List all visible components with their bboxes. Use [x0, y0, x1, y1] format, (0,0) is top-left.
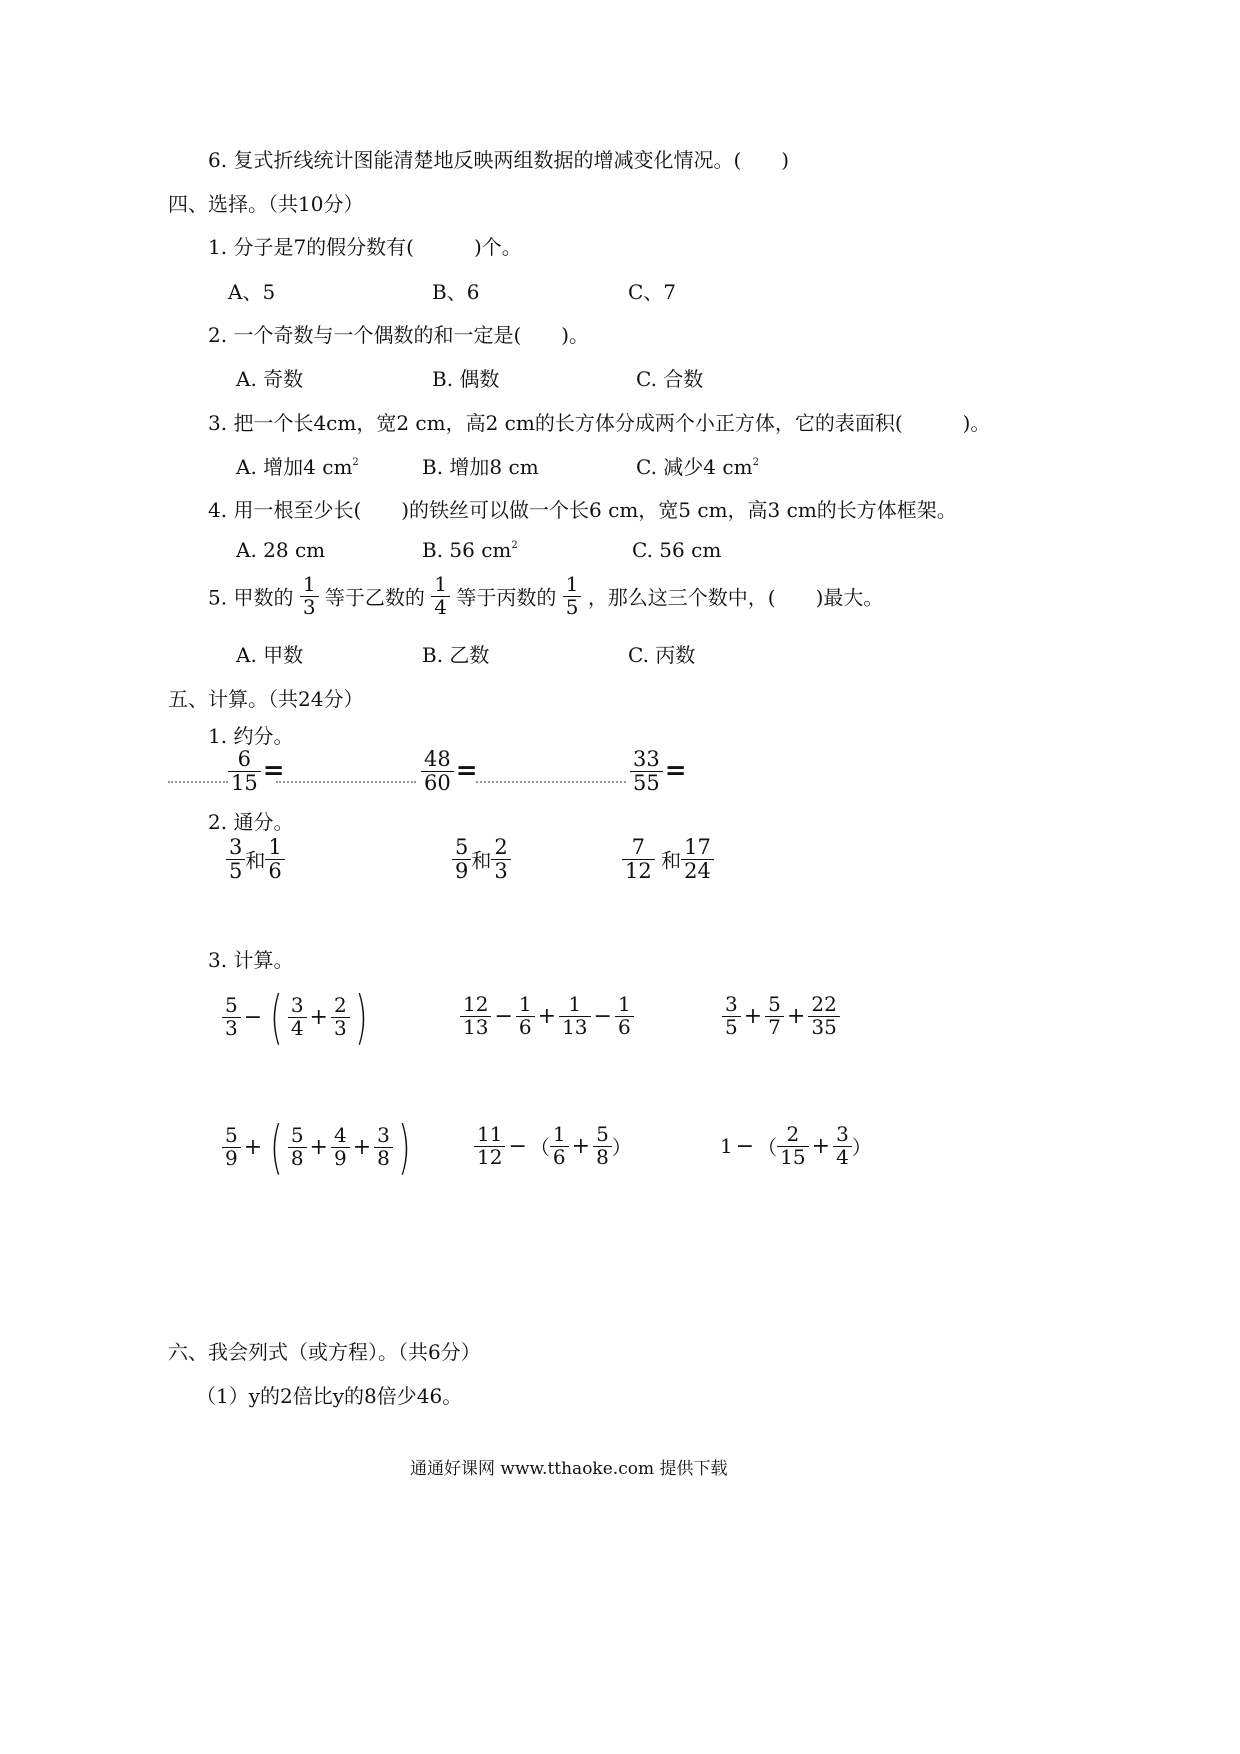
fraction: $\frac{1}{6}$ — [516, 994, 535, 1038]
plus-sign: + — [309, 1134, 328, 1160]
plus-sign: + — [786, 1003, 806, 1029]
fraction: $\frac{22}{35}$ — [808, 994, 839, 1038]
fraction-1-4: $\frac{1}{4}$ — [431, 574, 450, 618]
fraction: $\frac{17}{24}$ — [681, 836, 714, 882]
choice-1-option-b[interactable]: B、6 — [432, 280, 480, 304]
q5-text-1: 5. 甲数的 — [208, 585, 294, 610]
calc-expression-5 — [474, 1124, 632, 1168]
plus-sign: + — [571, 1133, 591, 1159]
judgement-item-6: 6. 复式折线统计图能清楚地反映两组数据的增减变化情况。( ) — [208, 148, 790, 172]
superscript: 2 — [352, 457, 359, 468]
equals-sign: = — [455, 756, 478, 787]
fraction-1-5: $\frac{1}{5}$ — [563, 574, 582, 618]
choice-5-option-b[interactable]: B. 乙数 — [422, 643, 490, 667]
calc-expression-6 — [720, 1124, 872, 1168]
choice-5-option-c[interactable]: C. 丙数 — [628, 643, 696, 667]
fraction: $\frac{5}{8}$ — [288, 1125, 307, 1169]
left-paren: ( — [270, 1113, 283, 1181]
choice-1-option-a[interactable]: A、5 — [228, 280, 276, 304]
fraction: $\frac{11}{12}$ — [474, 1124, 505, 1168]
calc-expression-3 — [722, 994, 840, 1038]
choice-4-option-a[interactable]: A. 28 cm — [236, 538, 326, 562]
choice-1-option-c[interactable]: C、7 — [628, 280, 677, 304]
section-4-title: 四、选择。（共10分） — [168, 192, 364, 216]
choice-2-option-b[interactable]: B. 偶数 — [432, 367, 500, 391]
connector: 和 — [245, 848, 266, 873]
equals-sign: = — [262, 756, 285, 787]
dotted-line — [168, 781, 228, 783]
fraction-1-3: $\frac{1}{3}$ — [300, 574, 319, 618]
choice-question-5 — [208, 574, 883, 618]
section-6-title: 六、我会列式（或方程）。（共6分） — [168, 1340, 481, 1364]
q5-text-3: 等于丙数的 — [456, 585, 557, 610]
minus-sign: − — [243, 1004, 263, 1030]
section-5-title: 五、计算。（共24分） — [168, 687, 364, 711]
minus-sign: − — [593, 1003, 612, 1029]
page-footer: 通通好课网 www.tthaoke.com 提供下载 — [410, 1459, 728, 1479]
fraction: $\frac{5}{9}$ — [452, 836, 471, 882]
fraction: $\frac{1}{13}$ — [559, 994, 590, 1038]
fraction: $\frac{1}{6}$ — [265, 836, 284, 882]
reduce-item-3 — [630, 748, 687, 794]
fraction: $\frac{2}{15}$ — [777, 1124, 808, 1168]
reduce-item-2 — [421, 748, 478, 794]
number-one: 1 — [720, 1134, 733, 1159]
minus-sign: − — [508, 1133, 527, 1159]
fraction: $\frac{3}{5}$ — [722, 994, 741, 1038]
fraction: $\frac{3}{5}$ — [226, 836, 245, 882]
calculation-label: 3. 计算。 — [208, 948, 294, 972]
connector: 和 — [661, 848, 682, 873]
connector: 和 — [471, 848, 492, 873]
fraction: $\frac{5}{3}$ — [222, 995, 241, 1039]
choice-2-option-c[interactable]: C. 合数 — [636, 367, 704, 391]
fraction: $\frac{5}{9}$ — [222, 1125, 241, 1169]
plus-sign: + — [537, 1003, 557, 1029]
choice-3-option-b[interactable]: B. 增加8 cm — [422, 455, 539, 479]
choice-4-option-c[interactable]: C. 56 cm — [632, 538, 722, 562]
superscript: 2 — [511, 540, 518, 551]
superscript: 2 — [752, 457, 759, 468]
common-denominator-label: 2. 通分。 — [208, 810, 294, 834]
fraction: $\frac{33}{55}$ — [630, 748, 663, 794]
fraction: $\frac{5}{7}$ — [765, 994, 784, 1038]
fraction: $\frac{6}{15}$ — [228, 748, 261, 794]
choice-question-4: 4. 用一根至少长( )的铁丝可以做一个长6 cm，宽5 cm，高3 cm的长方体框架。 — [208, 498, 957, 522]
minus-sign: − — [494, 1003, 513, 1029]
option-text: B. 56 cm — [422, 538, 512, 562]
fraction: $\frac{1}{6}$ — [615, 994, 634, 1038]
minus-sign: − — [735, 1133, 755, 1159]
fraction: $\frac{3}{4}$ — [288, 995, 307, 1039]
plus-sign: + — [352, 1134, 372, 1160]
common-denominator-pair-3 — [622, 836, 714, 882]
choice-question-3: 3. 把一个长4cm，宽2 cm，高2 cm的长方体分成两个小正方体，它的表面积( )。 — [208, 411, 991, 435]
fraction: $\frac{3}{4}$ — [833, 1124, 852, 1168]
choice-3-option-c[interactable] — [636, 451, 759, 480]
reduce-item-1 — [228, 748, 285, 794]
right-paren: ) — [354, 983, 368, 1051]
equals-sign: = — [664, 756, 687, 787]
common-denominator-pair-2 — [452, 836, 511, 882]
plus-sign: + — [309, 1004, 328, 1030]
choice-4-option-b[interactable] — [422, 538, 518, 562]
plus-sign: + — [743, 1003, 763, 1029]
right-paren: ） — [851, 1135, 872, 1160]
fraction: $\frac{7}{12}$ — [622, 836, 655, 882]
plus-sign: + — [243, 1134, 263, 1160]
calc-expression-2 — [460, 994, 634, 1038]
plus-sign: + — [811, 1133, 831, 1159]
choice-question-1: 1. 分子是7的假分数有( )个。 — [208, 235, 522, 259]
q5-text-2: 等于乙数的 — [324, 585, 425, 610]
calc-expression-1 — [222, 983, 372, 1051]
fraction: $\frac{4}{9}$ — [331, 1125, 350, 1169]
equation-question-1: （1）y的2倍比y的8倍少46。 — [196, 1384, 463, 1408]
choice-question-2: 2. 一个奇数与一个偶数的和一定是( )。 — [208, 323, 590, 347]
option-text: C. 减少4 cm — [636, 455, 753, 479]
right-paren: ） — [611, 1135, 632, 1160]
left-paren: （ — [529, 1135, 550, 1160]
answer-dotted-line-1[interactable] — [276, 781, 416, 783]
choice-5-option-a[interactable]: A. 甲数 — [236, 643, 304, 667]
fraction: $\frac{12}{13}$ — [460, 994, 491, 1038]
left-paren: （ — [757, 1135, 778, 1160]
q5-text-4: ，那么这三个数中，( )最大。 — [587, 585, 884, 610]
answer-dotted-line-2[interactable] — [476, 781, 626, 783]
choice-2-option-a[interactable]: A. 奇数 — [236, 367, 304, 391]
fraction: $\frac{3}{8}$ — [374, 1125, 393, 1169]
fraction: $\frac{1}{6}$ — [550, 1124, 569, 1168]
choice-3-option-a[interactable] — [236, 451, 359, 480]
fraction: $\frac{48}{60}$ — [421, 748, 454, 794]
fraction: $\frac{5}{8}$ — [593, 1124, 612, 1168]
reduce-fractions-label: 1. 约分。 — [208, 724, 294, 748]
calc-expression-4 — [222, 1113, 416, 1181]
option-text: A. 增加4 cm — [236, 455, 353, 479]
right-paren: ) — [397, 1113, 411, 1181]
fraction: $\frac{2}{3}$ — [491, 836, 510, 882]
common-denominator-pair-1 — [226, 836, 285, 882]
left-paren: ( — [270, 983, 283, 1051]
fraction: $\frac{2}{3}$ — [331, 995, 350, 1039]
